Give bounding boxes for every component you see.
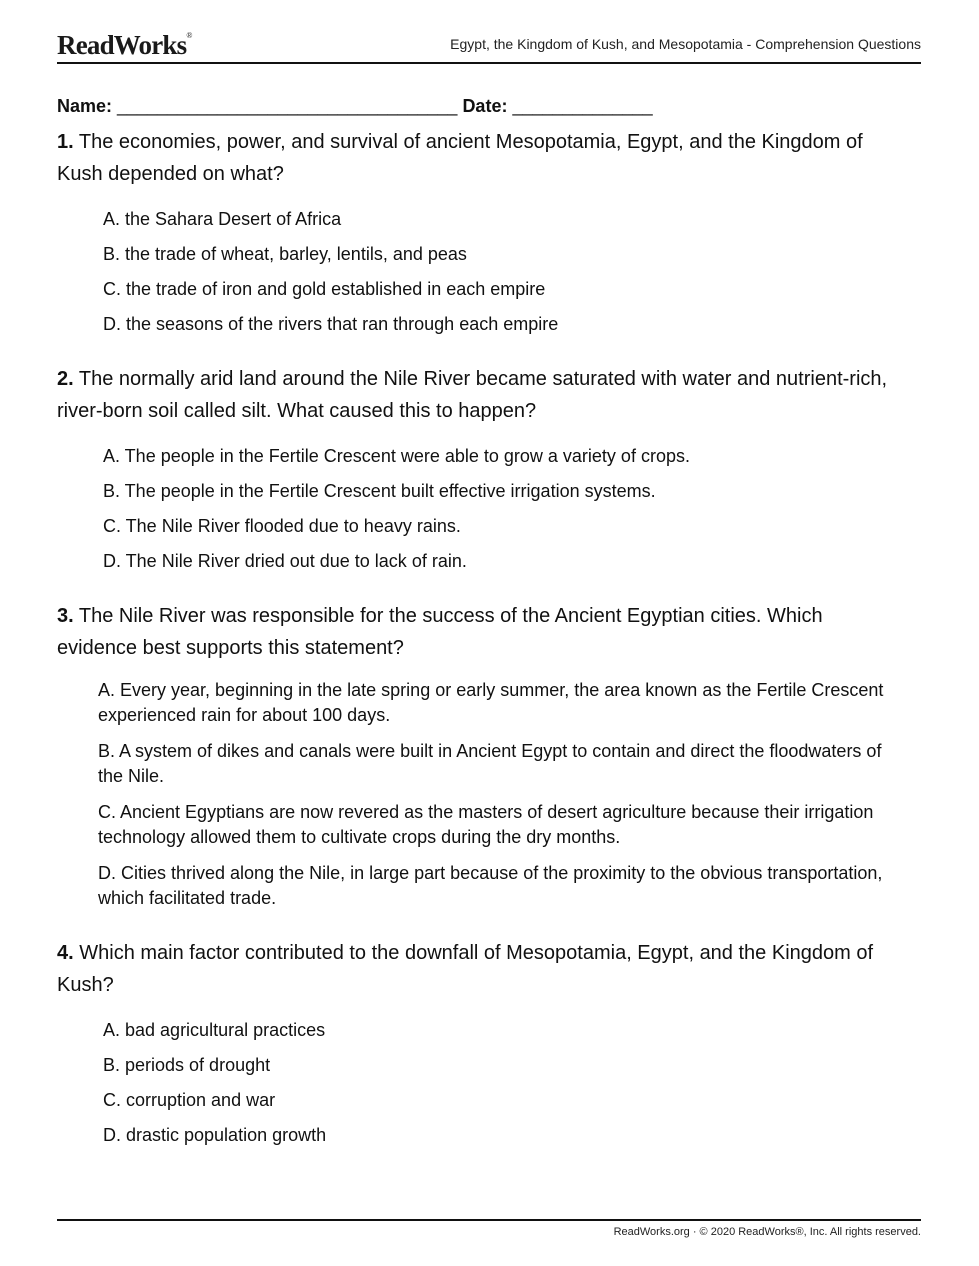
question-prompt: The Nile River was responsible for the success of the Ancient Egyptian cities. Which evidence best supports this statement? <box>57 605 823 659</box>
copyright-notice: ReadWorks.org · © 2020 ReadWorks®, Inc. All rights reserved. <box>613 1226 921 1238</box>
choice-c[interactable]: C. Ancient Egyptians are now revered as the masters of desert agriculture because their irrigation technology allowed them to cultivate crops during the dry months. <box>98 802 874 847</box>
choice-c[interactable]: C. corruption and war <box>103 1090 276 1110</box>
question-3-text <box>57 600 907 664</box>
question-prompt: The normally arid land around the Nile River became saturated with water and nutrient-rich, river-born soil called silt. What caused this to happen? <box>57 368 888 422</box>
choice-d[interactable]: D. The Nile River dried out due to lack of rain. <box>103 551 467 571</box>
date-label: Date: <box>462 96 508 116</box>
answer-choices <box>57 439 907 579</box>
choice-d[interactable]: D. drastic population growth <box>103 1125 327 1145</box>
page-header <box>57 28 921 64</box>
choice-d[interactable]: D. Cities thrived along the Nile, in large part because of the proximity to the obvious transportation, which facilitated trade. <box>98 863 883 908</box>
name-label: Name: <box>57 96 113 116</box>
choice-c[interactable]: C. the trade of iron and gold established in each empire <box>103 279 546 299</box>
choice-b[interactable]: B. periods of drought <box>103 1055 271 1075</box>
answer-choices <box>57 202 907 342</box>
question-number: 1. <box>57 131 74 153</box>
choice-a[interactable]: A. The people in the Fertile Crescent were able to grow a variety of crops. <box>103 446 690 466</box>
question-number: 2. <box>57 368 74 390</box>
name-field[interactable]: __________________________________ <box>117 96 458 116</box>
question-1 <box>57 126 907 342</box>
question-1-text <box>57 126 907 190</box>
question-3 <box>57 600 907 922</box>
choice-b[interactable]: B. A system of dikes and canals were built in Ancient Egypt to contain and direct the floodwaters of the Nile. <box>98 741 882 786</box>
choice-d[interactable]: D. the seasons of the rivers that ran through each empire <box>103 314 559 334</box>
question-number: 4. <box>57 942 74 964</box>
name-date-line <box>57 96 653 117</box>
choice-a[interactable]: A. bad agricultural practices <box>103 1020 326 1040</box>
question-2-text <box>57 363 907 427</box>
choice-b[interactable]: B. the trade of wheat, barley, lentils, and peas <box>103 244 467 264</box>
question-4 <box>57 937 907 1153</box>
question-prompt: Which main factor contributed to the downfall of Mesopotamia, Egypt, and the Kingdom of Kush? <box>57 942 874 996</box>
readworks-logo: ReadWorks® <box>57 30 192 60</box>
question-prompt: The economies, power, and survival of ancient Mesopotamia, Egypt, and the Kingdom of Kush depended on what? <box>57 131 863 185</box>
footer-divider <box>57 1219 921 1221</box>
question-number: 3. <box>57 605 74 627</box>
choice-b[interactable]: B. The people in the Fertile Crescent built effective irrigation systems. <box>103 481 656 501</box>
document-title: Egypt, the Kingdom of Kush, and Mesopotamia - Comprehension Questions <box>450 36 921 52</box>
question-4-text <box>57 937 907 1001</box>
answer-choices <box>57 678 907 911</box>
answer-choices <box>57 1013 907 1153</box>
date-field[interactable]: ______________ <box>512 96 653 116</box>
question-2 <box>57 363 907 579</box>
choice-a[interactable]: A. the Sahara Desert of Africa <box>103 209 342 229</box>
choice-a[interactable]: A. Every year, beginning in the late spring or early summer, the area known as the Fertile Crescent experienced rain for about 100 days. <box>98 680 884 725</box>
choice-c[interactable]: C. The Nile River flooded due to heavy rains. <box>103 516 461 536</box>
